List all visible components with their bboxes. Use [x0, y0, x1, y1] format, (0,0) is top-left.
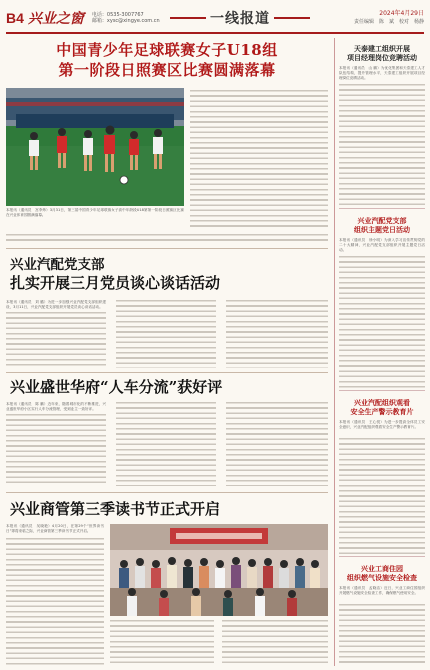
divider-1	[6, 248, 328, 249]
side-story-1-title-line-2: 项目经理岗位竞聘活动	[347, 53, 417, 62]
contact-phone: 电话：0535-3007767	[91, 12, 144, 18]
story-3-body-col-1	[6, 414, 106, 486]
section-rule-left	[170, 17, 206, 19]
side-story-2	[339, 216, 425, 390]
story-1-headline	[6, 40, 328, 80]
side-story-4-title-line-1: 兴业工商住园	[361, 564, 403, 573]
page-number: B4	[6, 10, 28, 26]
side-story-3	[339, 398, 425, 554]
side-divider-3	[339, 556, 425, 557]
story-4-body-col-3	[222, 620, 328, 666]
story-3-body-col-2	[116, 402, 216, 486]
story-1-title-line-2: 第一阶段日照赛区比赛圆满落幕	[58, 61, 276, 79]
section-header	[166, 8, 314, 28]
side-story-4-lead: 本报讯（通讯员 孟晓洁）近日，兴业工商住园组织开展燃气设施安全检查工作，确保燃气使用安全。	[339, 586, 425, 596]
side-divider-2	[339, 390, 425, 391]
side-story-4-title-line-2: 组织燃气设施安全检查	[347, 573, 417, 582]
contact-info	[92, 12, 160, 24]
masthead-left	[6, 6, 160, 30]
masthead	[6, 6, 424, 34]
story-2-body-col-2	[116, 300, 216, 368]
section-title: 一线报道	[210, 11, 270, 27]
side-story-1	[339, 44, 425, 208]
story-1-caption: 本报讯（通讯员 宫李炜）3月31日，第三届中国青少年足球联赛女子高中年龄段U18第第一阶段日照赛区比赛在兴业体育园圆满落幕。	[6, 208, 184, 218]
story-1-title-line-1: 中国青少年足球联赛女子U18组	[56, 41, 278, 59]
story-1-body-text	[190, 90, 328, 230]
story-2-body-col-3	[226, 300, 328, 368]
side-story-1-title-line-1: 天泰建工组织开展	[354, 44, 410, 53]
side-story-1-body	[339, 84, 425, 208]
side-story-2-title-line-2: 组织主题党日活动	[354, 225, 410, 234]
side-story-2-body	[339, 256, 425, 390]
side-column	[334, 38, 424, 666]
story-4-lead: 本报讯（通讯员 吴晓艳）4月20日，在第29个“世界读书日”即将来临之际，兴业商管第三季读书节正式开启。	[6, 524, 104, 534]
story-2-headline	[6, 256, 328, 292]
side-story-1-lead: 本报讯（通讯员 山 鹏）为优化集团和天泰建工人才队伍结构，提升管理水平，天泰建工组织开展项目经理岗位竞聘活动。	[339, 66, 425, 81]
editor-credits: 责任编辑 陈 斌 校对 杨静	[353, 19, 424, 25]
story-3-headline	[6, 378, 328, 396]
side-story-3-title-line-2: 安全生产警示教育片	[350, 407, 414, 416]
side-story-4	[339, 564, 425, 666]
side-story-3-body	[339, 438, 425, 554]
side-story-3-title-line-1: 兴业汽配组织观看	[354, 398, 410, 407]
side-story-3-lead: 本报讯（通讯员 王心悦）为进一步提高全体员工安全意识，兴业汽配组织观看安全生产警示教育片。	[339, 420, 425, 430]
story-4-title: 兴业商管第三季读书节正式开启	[10, 500, 221, 518]
side-story-2-lead: 本报讯（通讯员 徐小明）为深入学习宣传贯彻党的二十大精神，兴业汽配党支部组织开展主题党日活动。	[339, 238, 425, 253]
story-4-headline	[6, 500, 328, 518]
football-match-photo	[6, 88, 184, 206]
story-4-body-col-2	[110, 620, 214, 666]
brand-logo: 兴业之窗	[27, 11, 84, 27]
story-3-title: 兴业盛世华府“人车分流”获好评	[10, 378, 223, 396]
story-2-body-col-1	[6, 312, 106, 368]
story-2-lead: 本报讯（通讯员 刘 璐）为进一步加强兴业汽配党支部组织建设，3月11日，兴业汽配党支部组织开展党员谈心谈话活动。	[6, 300, 106, 310]
story-2-title-line-1: 兴业汽配党支部	[10, 257, 105, 273]
story-2-title-line-2: 扎实开展三月党员谈心谈话活动	[10, 274, 221, 292]
story-1-body-continued	[6, 234, 328, 244]
divider-3	[6, 492, 328, 493]
reading-festival-photo	[110, 524, 328, 616]
contact-email: 邮箱：xysc@xingye.com.cn	[91, 18, 160, 24]
issue-date: 2024年4月29日	[379, 10, 424, 17]
issue-info	[354, 10, 424, 26]
story-4-body-col-1	[6, 538, 104, 666]
story-3-body-col-3	[226, 402, 328, 486]
section-rule-right	[274, 17, 310, 19]
story-3-lead: 本报讯（通讯员 陈 鹏）近年来，随着城市化的不断推进，兴业盛世华府小区实行人车分流管理，受到业主一致好评。	[6, 402, 106, 412]
divider-2	[6, 372, 328, 373]
side-story-4-body	[339, 604, 425, 666]
side-story-2-title-line-1: 兴业汽配党支部	[357, 216, 407, 225]
side-divider-1	[339, 208, 425, 209]
